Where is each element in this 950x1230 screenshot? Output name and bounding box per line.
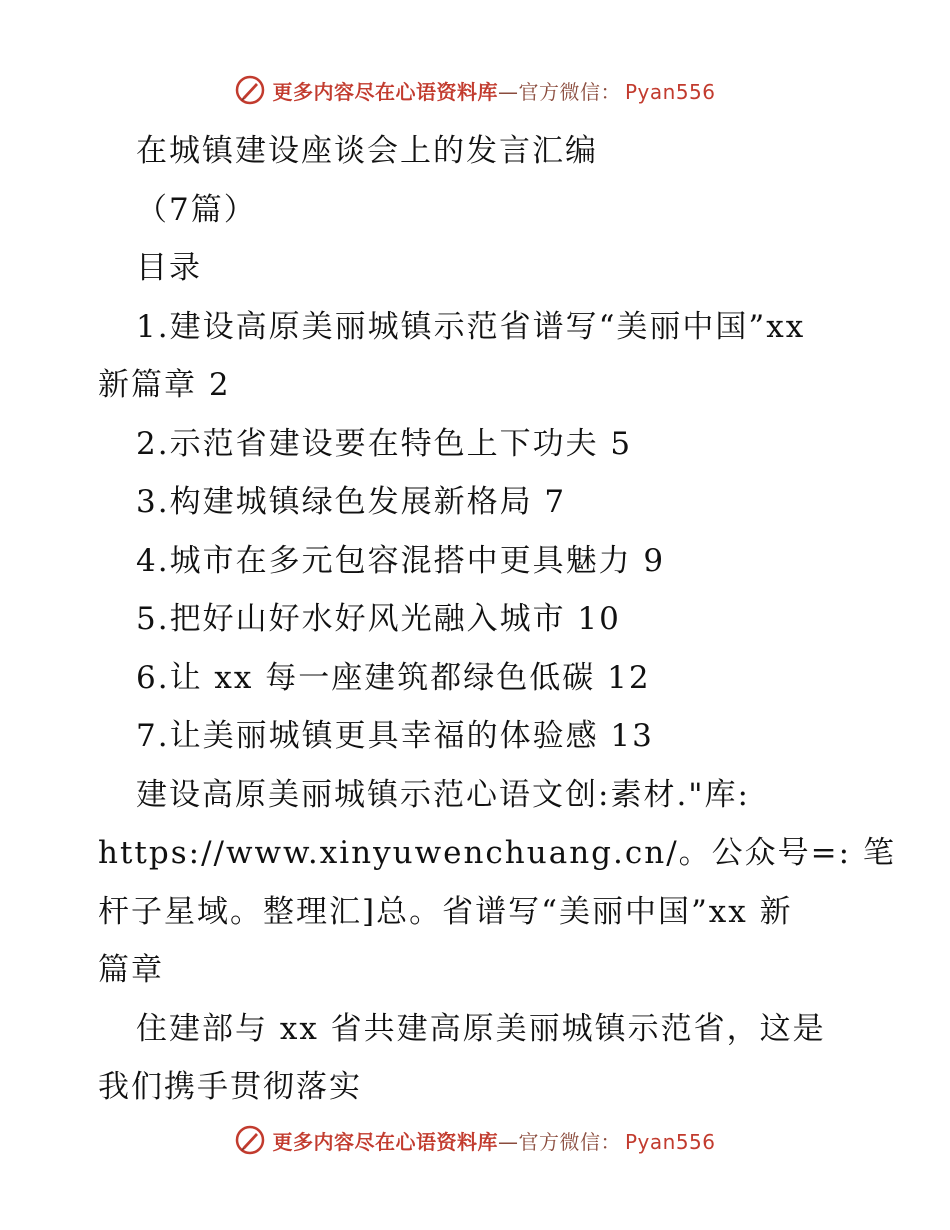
document-line: 建设高原美丽城镇示范心语文创:素材."库:	[136, 776, 750, 813]
document-line: https://www.xinyuwenchuang.cn/。公众号=: 笔	[98, 835, 896, 871]
quill-pen-icon	[234, 1124, 266, 1156]
header-watermark-banner	[0, 70, 950, 110]
banner-sub-text: —官方微信：	[497, 1129, 621, 1154]
document-line: 5.把好山好水好风光融入城市 10	[136, 601, 621, 637]
quill-pen-icon	[234, 74, 266, 106]
banner-main-text: 更多内容尽在心语资料库	[272, 79, 498, 104]
document-line: 6.让 xx 每一座建筑都绿色低碳 12	[136, 659, 651, 696]
document-line: 7.让美丽城镇更具幸福的体验感 13	[136, 718, 654, 754]
banner-wechat-id: Pyan556	[624, 79, 716, 104]
document-line: 杆子星域。整理汇]总。省谱写“美丽中国”xx 新	[98, 893, 793, 930]
document-body	[98, 122, 896, 1117]
document-line: 住建部与 xx 省共建高原美丽城镇示范省，这是	[136, 1010, 826, 1047]
banner-wechat-id: Pyan556	[624, 1129, 716, 1154]
banner-main-text: 更多内容尽在心语资料库	[272, 1129, 498, 1154]
document-line: 我们携手贯彻落实	[98, 1069, 362, 1105]
document-line: 目录	[136, 250, 202, 286]
document-line: 2.示范省建设要在特色上下功夫 5	[136, 425, 633, 462]
document-line: 1.建设高原美丽城镇示范省谱写“美丽中国”xx	[136, 308, 806, 345]
banner-sub-text: —官方微信：	[497, 79, 621, 104]
document-line: 在城镇建设座谈会上的发言汇编	[136, 133, 598, 169]
document-line: （7篇）	[136, 191, 257, 228]
footer-watermark-banner	[0, 1120, 950, 1160]
document-line: 4.城市在多元包容混搭中更具魅力 9	[136, 542, 666, 579]
document-line: 新篇章 2	[98, 367, 231, 403]
document-line: 3.构建城镇绿色发展新格局 7	[136, 484, 567, 520]
document-line: 篇章	[98, 952, 164, 988]
